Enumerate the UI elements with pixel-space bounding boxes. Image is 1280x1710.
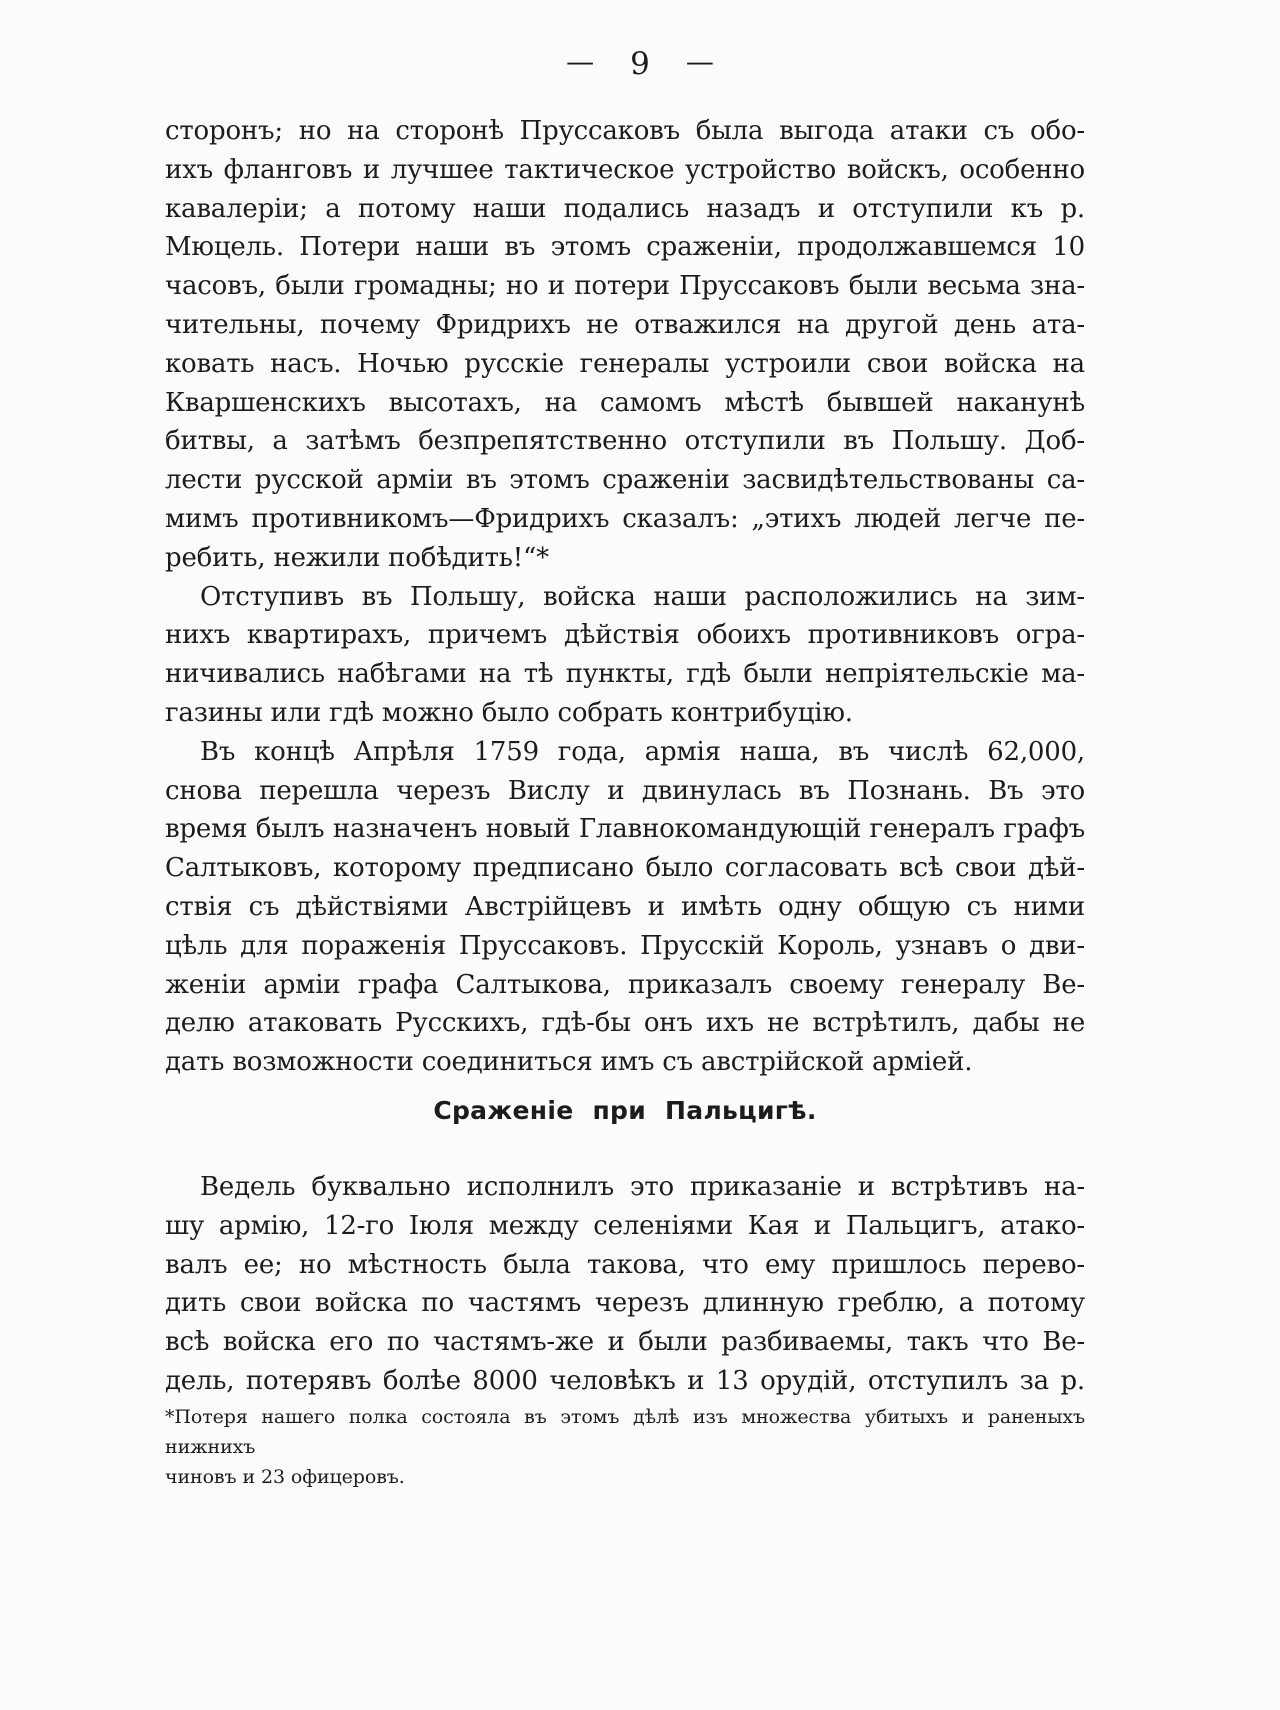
text-line: кавалеріи; а потому наши подались назадъ и отступили къ р. [165, 193, 1085, 224]
footnote-line: *Потеря нашего полка состояла въ этомъ дѣлѣ изъ множества убитыхъ и раненыхъ нижнихъ [165, 1405, 1085, 1458]
header-dash-left: — [566, 45, 595, 78]
paragraph [165, 112, 1085, 578]
text-line: Мюцель. Потери наши въ этомъ сраженіи, продолжавшемся 10 [165, 232, 1085, 263]
text-line: шу армію, 12-го Іюля между селеніями Кая и Пальцигъ, атако- [165, 1210, 1085, 1241]
text-line: снова перешла черезъ Вислу и двинулась въ Познань. Въ это [165, 775, 1085, 806]
text-line: нихъ квартирахъ, причемъ дѣйствія обоихъ противниковъ огра- [165, 620, 1085, 651]
text-line: сторонъ; но на сторонѣ Пруссаковъ была выгода атаки съ обо- [165, 116, 1085, 146]
section-heading: Сраженіе при Пальцигѣ. [433, 1095, 817, 1125]
text-line: дить свои войска по частямъ черезъ длинную греблю, а потому [165, 1288, 1085, 1319]
footnote [165, 1402, 1085, 1492]
text-line: дать возможности соединиться имъ съ австрійской арміей. [165, 1047, 973, 1078]
text-line: Кваршенскихъ высотахъ, на самомъ мѣстѣ бывшей наканунѣ [165, 387, 1085, 418]
footnote-line: чиновъ и 23 офицеровъ. [165, 1465, 405, 1488]
page-header [0, 46, 1280, 82]
text-line: ковать насъ. Ночью русскіе генералы устроили свои войска на [165, 348, 1085, 379]
paragraph [165, 1168, 1085, 1401]
text-line: ихъ фланговъ и лучшее тактическое устройство войскъ, особенно [165, 154, 1085, 185]
text-line: цѣль для пораженія Пруссаковъ. Прусскій Король, узнавъ о дви- [165, 930, 1085, 961]
text-line: женіи арміи графа Салтыкова, приказалъ своему генералу Ве- [165, 969, 1085, 1000]
text-line: ребить, нежили побѣдить!“* [165, 542, 549, 573]
header-dash-right: — [685, 45, 714, 78]
text-line: мимъ противникомъ—Фридрихъ сказалъ: „этихъ людей легче пе- [165, 503, 1085, 534]
text-line: часовъ, были громадны; но и потери Пруссаковъ были весьма зна- [165, 271, 1085, 302]
text-line: Отступивъ въ Польшу, войска наши расположились на зим- [200, 581, 1085, 612]
text-column [165, 112, 1085, 1492]
text-line: битвы, а затѣмъ безпрепятственно отступили въ Польшу. Доб- [165, 426, 1085, 457]
page-number: 9 [630, 46, 650, 82]
text-line: всѣ войска его по частямъ-же и были разбиваемы, такъ что Ве- [165, 1327, 1085, 1358]
text-line: лести русской арміи въ этомъ сраженіи засвидѣтельствованы са- [165, 465, 1085, 496]
paragraph [165, 578, 1085, 733]
text-line: Въ концѣ Апрѣля 1759 года, армія наша, въ числѣ 62,000, [200, 736, 1085, 767]
text-line: делю атаковать Русскихъ, гдѣ-бы онъ ихъ не встрѣтилъ, дабы не [165, 1008, 1085, 1039]
text-line: время былъ назначенъ новый Главнокомандующій генералъ графъ [165, 814, 1085, 845]
text-line: ствія съ дѣйствіями Австрійцевъ и имѣть одну общую съ ними [165, 891, 1085, 922]
text-line: Салтыковъ, которому предписано было согласовать всѣ свои дѣй- [165, 853, 1085, 884]
text-line: валъ ее; но мѣстность была такова, что ему пришлось перево- [165, 1249, 1085, 1280]
text-line: газины или гдѣ можно было собрать контрибуцію. [165, 697, 853, 728]
text-line: дель, потерявъ болѣе 8000 человѣкъ и 13 орудій, отступилъ за р. [165, 1365, 1085, 1396]
text-line: ничивались набѣгами на тѣ пункты, гдѣ были непріятельскіе ма- [165, 659, 1085, 690]
paragraph [165, 733, 1085, 1082]
text-line: Ведель буквально исполнилъ это приказаніе и встрѣтивъ на- [200, 1171, 1085, 1202]
text-line: чительны, почему Фридрихъ не отважился на другой день ата- [165, 309, 1085, 340]
